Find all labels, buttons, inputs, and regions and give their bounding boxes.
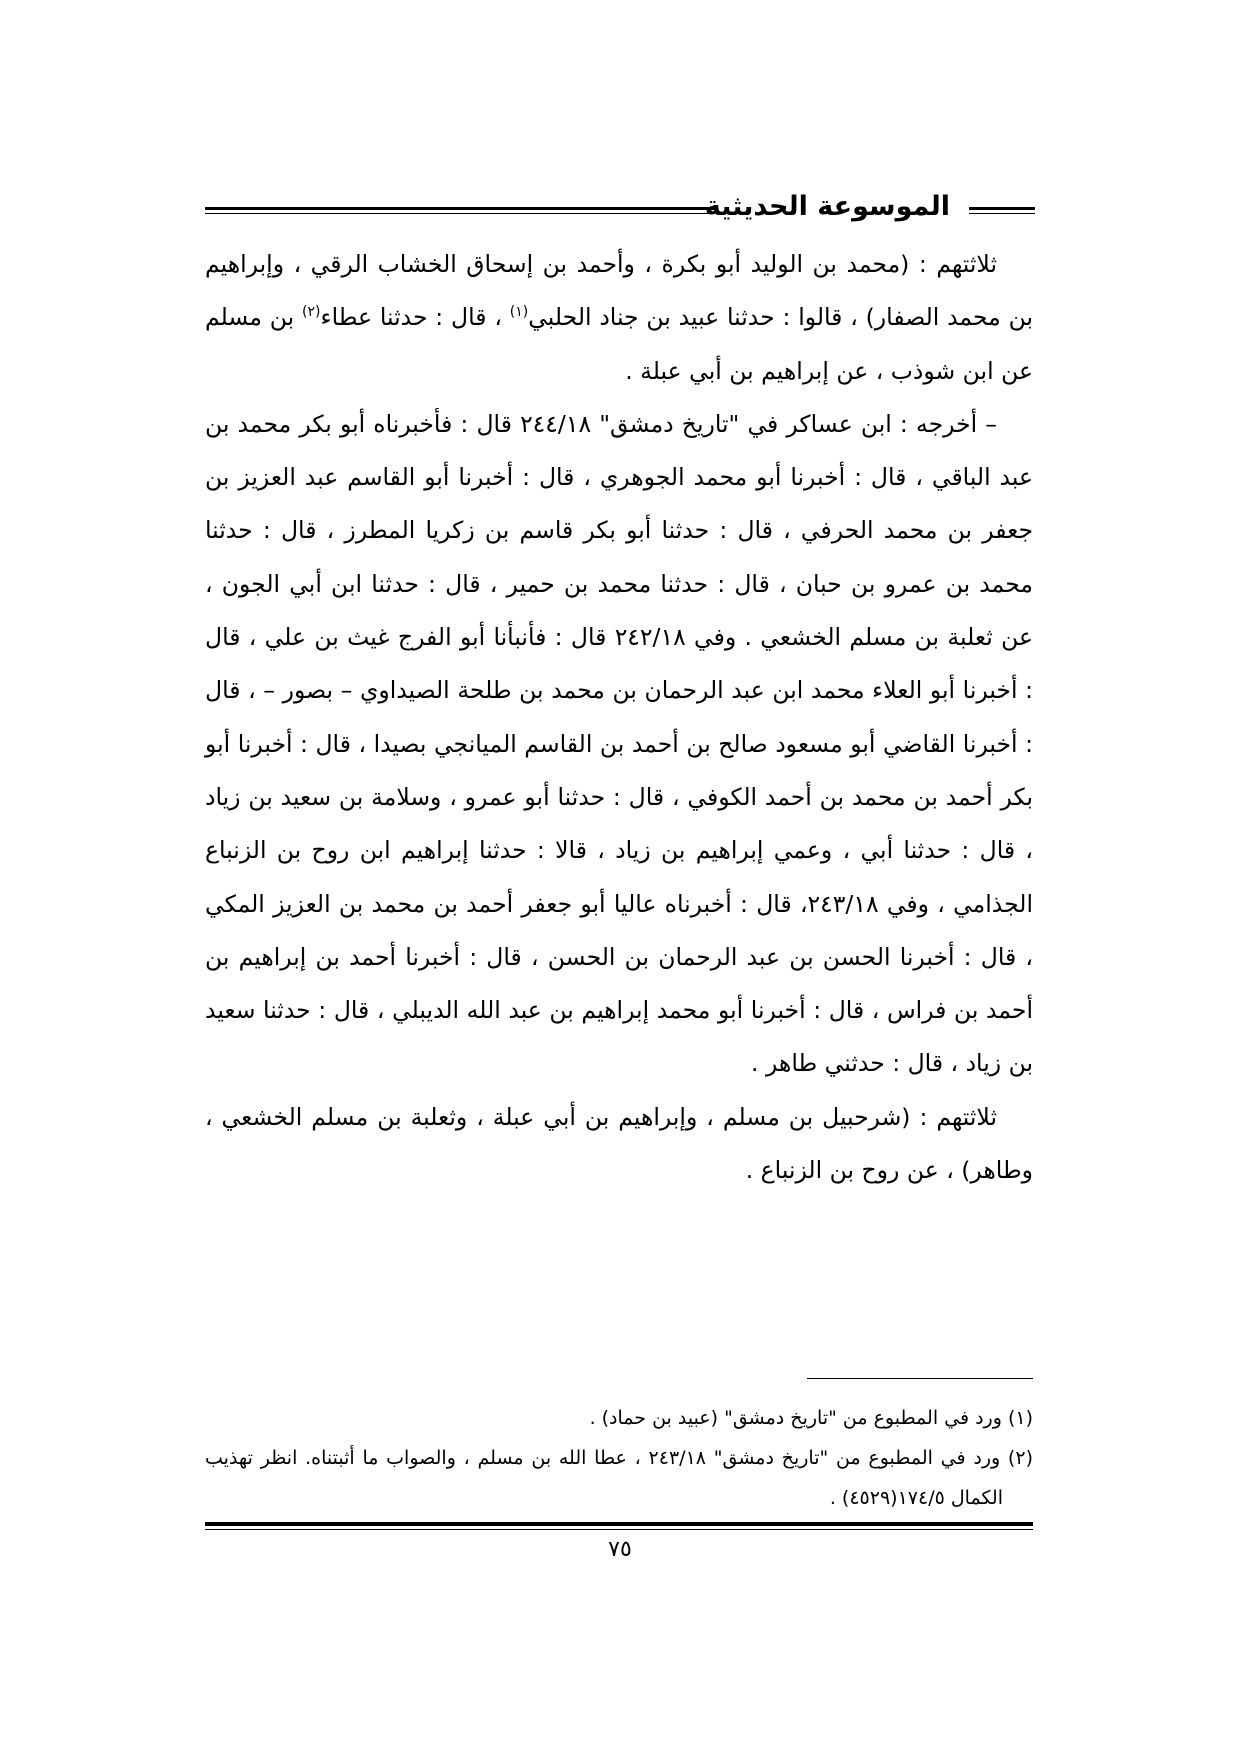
page-number: ٧٥ (608, 1537, 632, 1562)
main-text (205, 238, 1033, 1197)
paragraph-3: ثلاثتهم : (شرحبيل بن مسلم ، وإبراهيم بن أبي عبلة ، وثعلبة بن مسلم الخشعي ، وطاهر) ، عن روح بن الزنباع . (205, 1102, 1033, 1185)
footnote-2: (٢) ورد في المطبوع من "تاريخ دمشق" ٢٤٣/١٨ ، عطا الله بن مسلم ، والصواب ما أثبتناه. انظر تهذيب الكمال ١٧٤/٥(٤٥٢٩) . (205, 1447, 1033, 1509)
paragraph-2: – أخرجه : ابن عساكر في "تاريخ دمشق" ٢٤٤/١٨ قال : فأخبرناه أبو بكر محمد بن عبد الباقي ، قال : أخبرنا أبو محمد الجوهري ، قال : أخبرنا أبو القاسم عبد العزيز بن جعفر بن محمد الحرفي ، قال : حدثنا أبو بكر قاسم بن زكريا المطرز ، قال : حدثنا محمد بن عمرو بن حبان ، قال : حدثنا محمد بن حمير ، قال : حدثنا ابن أبي الجون ، عن ثعلبة بن مسلم الخشعي . وفي ٢٤٢/١٨ قال : فأنبأنا أبو الفرج غيث بن علي ، قال : أخبرنا أبو العلاء محمد ابن عبد الرحمان بن محمد بن طلحة الصيداوي – بصور – ، قال : أخبرنا القاضي أبو مسعود صالح بن أحمد بن القاسم الميانجي بصيدا ، قال : أخبرنا أبو بكر أحمد بن محمد بن أحمد الكوفي ، قال : حدثنا أبو عمرو ، وسلامة بن سعيد بن زياد ، قال : حدثنا أبي ، وعمي إبراهيم بن زياد ، قالا : حدثنا إبراهيم ابن روح بن الزنباع الجذامي ، وفي ٢٤٣/١٨، قال : أخبرناه عاليا أبو جعفر أحمد بن محمد بن العزيز المكي ، قال : أخبرنا الحسن بن عبد الرحمان بن الحسن ، قال : أخبرنا أحمد بن إبراهيم بن أحمد بن فراس ، قال : أخبرنا أبو محمد إبراهيم بن عبد الله الديبلي ، قال : حدثنا سعيد بن زياد ، قال : حدثني طاهر . (205, 409, 1033, 1078)
footnote-1: (١) ورد في المطبوع من "تاريخ دمشق" (عبيد بن حماد) . (589, 1407, 1033, 1429)
footnote-separator (807, 1378, 1033, 1379)
footnotes (205, 1398, 1033, 1518)
bottom-rule (205, 1522, 1033, 1530)
header-rule-right (969, 207, 1035, 214)
footnote-ref-2: (٢) (302, 304, 321, 321)
footnote-ref-1: (١) (509, 304, 529, 321)
paragraph-1-text-b: ، قال : حدثنا عطاء (320, 303, 510, 332)
header-title: الموسوعة الحديثية (704, 191, 950, 222)
running-header (205, 190, 1035, 234)
paragraph-1-text-c: بن مسلم عن ابن شوذب ، عن إبراهيم بن أبي عبلة . (205, 303, 1033, 385)
header-rule-left (205, 207, 715, 214)
paragraph-1-text-a: ثلاثتهم : (محمد بن الوليد أبو بكرة ، وأحمد بن إسحاق الخشاب الرقي ، وإبراهيم بن محمد الصفار) ، قالوا : حدثنا عبيد بن جناد الحلبي (205, 250, 1034, 332)
paragraph-1 (205, 238, 1033, 398)
